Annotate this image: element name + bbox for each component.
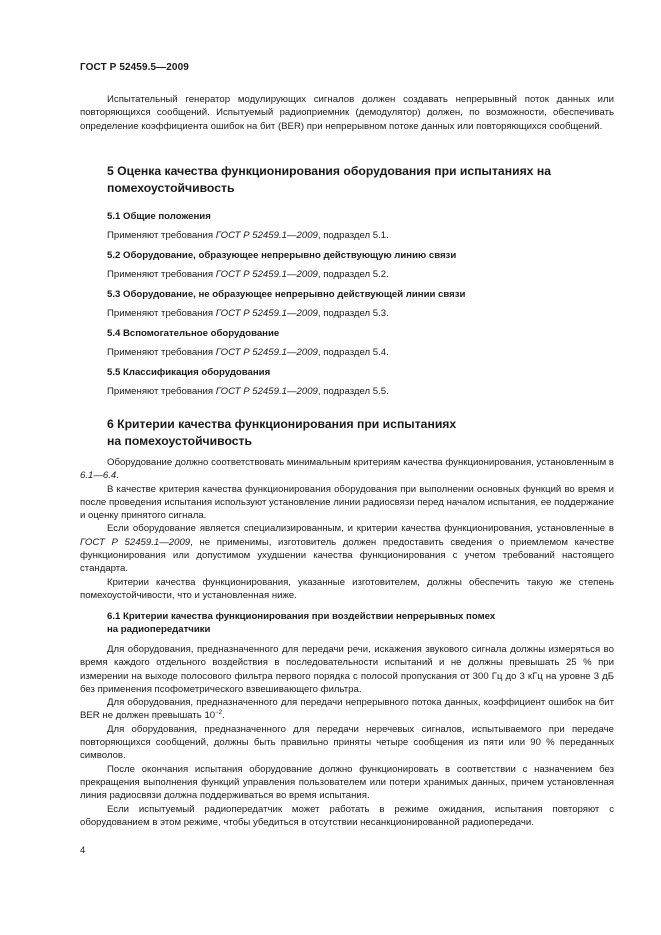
section-6-1-paragraph-1: Для оборудования, предназначенного для передачи речи, искажения звукового сигнала должны измеряться во время каждого отдельного воздействия в последовательности испытаний и не должны превышать 25 % при измерении на выходе полосового фильтра первого порядка с полосой пропускания от 300 Гц до 3 кГц на уровне 3 дБ без применения псофометрического взвешивающего фильтра. — [80, 644, 614, 695]
subsection-5-1-requirement: Применяют требования ГОСТ Р 52459.1—2009, подраздел 5.1. — [107, 230, 389, 241]
section-5-title: 5 Оценка качества функционирования оборудования при испытаниях на помехоустойчивость — [107, 164, 551, 195]
section-6-1-body — [80, 643, 614, 829]
section-6-paragraph-4: Критерии качества функционирования, указанные изготовителем, должны обеспечить такую же степень помехоустойчивости, что и установленная ниже. — [80, 576, 614, 601]
section-6-1-paragraph-5: Если испытуемый радиопередатчик может работать в режиме ожидания, испытания повторяют с оборудованием в этом режиме, чтобы убедиться в отсутствии несанкционированной радиопередачи. — [80, 803, 614, 828]
page-number: 4 — [80, 845, 86, 856]
document-header: ГОСТ Р 52459.5—2009 — [80, 62, 189, 73]
subsection-5-3-title: 5.3 Оборудование, не образующее непрерывно действующей линии связи — [107, 289, 466, 300]
subsection-5-5-requirement: Применяют требования ГОСТ Р 52459.1—2009, подраздел 5.5. — [107, 386, 389, 397]
section-6-title: 6 Критерии качества функционирования при испытаниях на помехоустойчивость — [107, 417, 457, 448]
section-6-body — [80, 456, 614, 602]
subsection-5-3-requirement: Применяют требования ГОСТ Р 52459.1—2009, подраздел 5.3. — [107, 308, 389, 319]
intro-paragraph: Испытательный генератор модулирующих сигналов должен создавать непрерывный поток данных или повторяющихся сообщений. Испытуемый радиоприемник (демодулятор) должен, по возможности, обеспечивать определение коэффициента ошибок на бит (BER) при непрерывном потоке данных или повторяющихся сообщений. — [80, 94, 614, 132]
standard-reference: ГОСТ Р 52459.1—2009 — [215, 347, 318, 358]
standard-reference: ГОСТ Р 52459.1—2009 — [215, 230, 318, 241]
section-6-1-paragraph-2: Для оборудования, предназначенного для передачи непрерывного потока данных, коэффициент ошибок на бит BER не должен превышать $10^{-2}$. — [80, 697, 614, 722]
subsection-5-4-title: 5.4 Вспомогательное оборудование — [107, 328, 280, 339]
standard-reference: ГОСТ Р 52459.1—2009 — [215, 386, 318, 397]
subsection-5-2-requirement: Применяют требования ГОСТ Р 52459.1—2009, подраздел 5.2. — [107, 269, 389, 280]
standard-reference: ГОСТ Р 52459.1—2009 — [215, 308, 318, 319]
section-6-paragraph-1: Оборудование должно соответствовать минимальным критериям качества функционирования, установленным в 6.1—6.4. — [80, 457, 614, 482]
subsection-5-2-title: 5.2 Оборудование, образующее непрерывно действующую линию связи — [107, 250, 457, 261]
subsection-5-1-title: 5.1 Общие положения — [107, 211, 211, 222]
section-6-1-title: 6.1 Критерии качества функционирования при воздействии непрерывных помех на радиопередатчики — [107, 611, 496, 635]
subsection-5-4-requirement: Применяют требования ГОСТ Р 52459.1—2009, подраздел 5.4. — [107, 347, 389, 358]
standard-reference: ГОСТ Р 52459.1—2009 — [215, 269, 318, 280]
section-6-paragraph-2: В качестве критерия качества функционирования оборудования при выполнении основных функций во время и после проведения испытания используют установление линии радиосвязи перед началом испытания, ее поддержание и оценку принятого сигнала. — [80, 483, 614, 522]
section-6-paragraph-3: Если оборудование является специализированным, и критерии качества функционирования, установленные в ГОСТ Р 52459.1—2009, не применимы, изготовитель должен предоставить сведения о приемлемом качестве функционирования или допустимом ухудшении качества функционирования с учетом требований настоящего стандарта. — [80, 523, 614, 575]
subsection-5-5-title: 5.5 Классификация оборудования — [107, 367, 271, 378]
section-6-1-paragraph-3: Для оборудования, предназначенного для передачи неречевых сигналов, испытываемого при передаче повторяющихся сообщений, должны быть правильно приняты четыре сообщения из пяти или 90 % переданных символов. — [80, 723, 614, 762]
section-6-1-paragraph-4: После окончания испытания оборудование должно функционировать в соответствии с назначением без прекращения выполнения функций управления пользователем или потери хранимых данных, причем установленная линия радиосвязи должна поддерживаться во время испытания. — [80, 763, 614, 802]
